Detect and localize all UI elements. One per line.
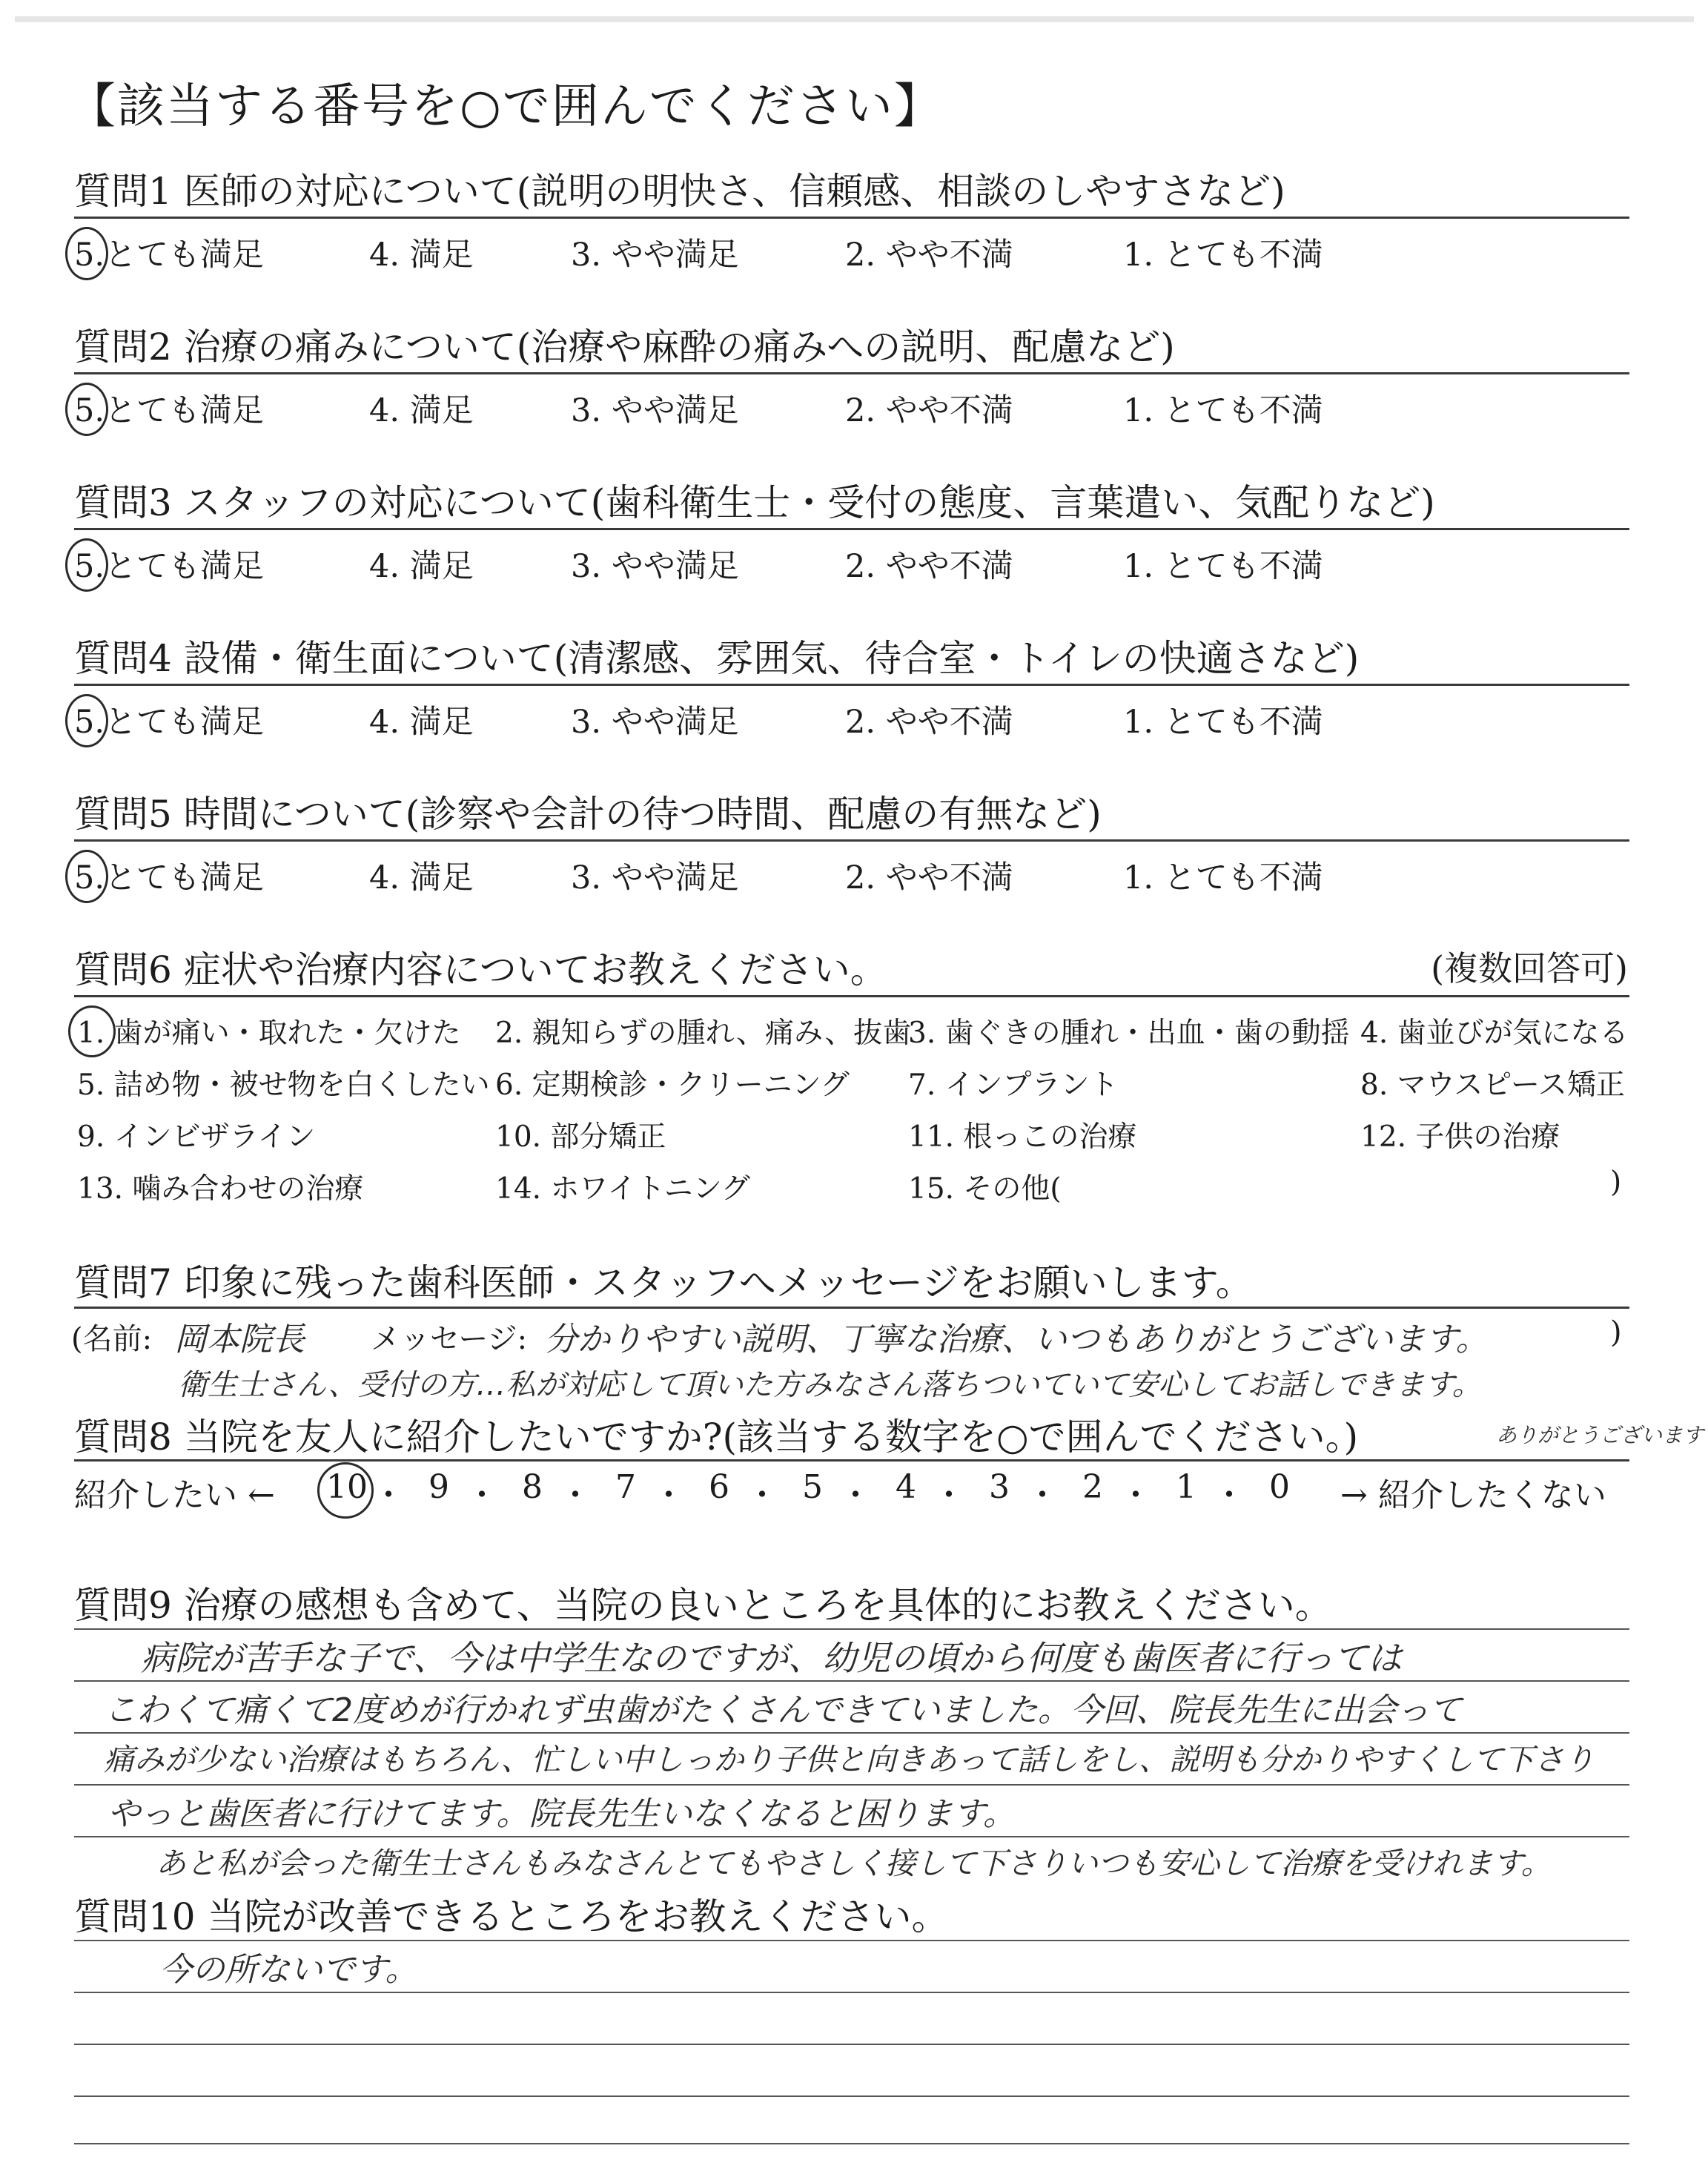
q6-option-7[interactable]: 7. インプラント: [908, 1069, 1119, 1102]
question-5-label: 質問5 時間について(診察や会計の待つ時間、配慮の有無など): [74, 793, 1102, 836]
multiple-answers-note: (複数回答可): [1431, 948, 1628, 988]
q1-option-5[interactable]: 5.とても満足: [74, 237, 265, 274]
q6-other-close-paren: ): [1610, 1166, 1622, 1199]
q8-scale-10[interactable]: 10: [326, 1468, 368, 1506]
q9-line-4: [74, 1784, 1629, 1786]
q8-scale-8[interactable]: 8: [522, 1468, 543, 1506]
q7-name-value[interactable]: 岡本院長: [174, 1321, 305, 1358]
q8-scale-separator: ・: [1026, 1476, 1059, 1514]
q8-scale-1[interactable]: 1: [1176, 1468, 1196, 1506]
q2-option-3[interactable]: 3. やや満足: [571, 392, 739, 429]
q8-scale-4[interactable]: 4: [896, 1468, 916, 1506]
q9-line-5: [74, 1836, 1629, 1837]
question-10-label: 質問10 当院が改善できるところをお教えください。: [74, 1895, 949, 1938]
q8-scale-separator: ・: [746, 1476, 778, 1514]
q8-scale-separator: ・: [1213, 1476, 1245, 1514]
q8-scale-6[interactable]: 6: [709, 1468, 729, 1506]
q9-line-1: [74, 1628, 1629, 1630]
question-7-label: 質問7 印象に残った歯科医師・スタッフへメッセージをお願いします。: [74, 1261, 1253, 1304]
q7-name-label: (名前:: [71, 1322, 153, 1356]
q10-line-3: [74, 2044, 1629, 2045]
q2-option-2[interactable]: 2. やや不満: [845, 392, 1013, 429]
q3-option-5[interactable]: 5.とても満足: [74, 548, 265, 585]
q8-right-label: → 紹介したくない: [1340, 1476, 1606, 1514]
q9-answer-line-3[interactable]: 痛みが少ない治療はもちろん、忙しい中しっかり子供と向きあって話しをし、説明も分かりやすくして下さり: [104, 1742, 1595, 1777]
q5-option-4[interactable]: 4. 満足: [369, 859, 474, 896]
q4-option-4[interactable]: 4. 満足: [369, 704, 474, 741]
q8-scale-separator: ・: [1119, 1476, 1152, 1514]
q6-option-6[interactable]: 6. 定期検診・クリーニング: [495, 1069, 850, 1102]
q7-extra-tail: ありがとうございます: [1496, 1423, 1704, 1447]
q8-scale-7[interactable]: 7: [615, 1468, 636, 1506]
q5-option-5[interactable]: 5.とても満足: [74, 859, 265, 896]
q6-option-1[interactable]: 1. 歯が痛い・取れた・欠けた: [77, 1017, 461, 1050]
question-4-label: 質問4 設備・衛生面について(清潔感、雰囲気、待合室・トイレの快適さなど): [74, 637, 1360, 680]
q1-option-3[interactable]: 3. やや満足: [571, 237, 739, 274]
q6-option-5[interactable]: 5. 詰め物・被せ物を白くしたい: [77, 1069, 490, 1102]
q6-option-10[interactable]: 10. 部分矯正: [495, 1120, 666, 1154]
q9-answer-line-5[interactable]: あと私が会った衛生士さんもみなさんとてもやさしく接して下さりいつも安心して治療を受けれます。: [156, 1846, 1552, 1881]
q10-line-1: [74, 1940, 1629, 1941]
question-6-label: 質問6 症状や治療内容についてお教えください。: [74, 948, 887, 991]
q8-scale-separator: ・: [372, 1476, 405, 1514]
q6-option-4[interactable]: 4. 歯並びが気になる: [1360, 1017, 1629, 1050]
q4-option-2[interactable]: 2. やや不満: [845, 704, 1013, 741]
q8-scale-separator: ・: [839, 1476, 872, 1514]
q8-scale-2[interactable]: 2: [1082, 1468, 1103, 1506]
q1-option-2[interactable]: 2. やや不満: [845, 237, 1013, 274]
q7-message-value[interactable]: 分かりやすい説明、丁寧な治療、いつもありがとうございます。: [545, 1321, 1489, 1358]
q3-option-1[interactable]: 1. とても不満: [1123, 548, 1323, 585]
q8-scale-separator: ・: [466, 1476, 498, 1514]
q8-scale-5[interactable]: 5: [802, 1468, 823, 1506]
question-1-rule: [74, 217, 1629, 219]
q8-scale-separator: ・: [559, 1476, 592, 1514]
q8-scale-separator: ・: [652, 1476, 685, 1514]
q6-option-15[interactable]: 15. その他(: [908, 1172, 1062, 1206]
q6-option-11[interactable]: 11. 根っこの治療: [908, 1120, 1137, 1154]
q9-answer-line-2[interactable]: こわくて痛くて2度めが行かれず虫歯がたくさんできていました。今回、院長先生に出会って: [104, 1691, 1462, 1729]
q6-option-3[interactable]: 3. 歯ぐきの腫れ・出血・歯の動揺: [908, 1017, 1350, 1050]
q9-answer-line-4[interactable]: やっと歯医者に行けてます。院長先生いなくなると困ります。: [107, 1795, 1016, 1833]
q3-option-3[interactable]: 3. やや満足: [571, 548, 739, 585]
question-5-rule: [74, 839, 1629, 842]
q4-option-1[interactable]: 1. とても不満: [1123, 704, 1323, 741]
scan-edge: [15, 16, 1694, 22]
q5-option-1[interactable]: 1. とても不満: [1123, 859, 1323, 896]
question-3-label: 質問3 スタッフの対応について(歯科衛生士・受付の態度、言葉遣い、気配りなど): [74, 481, 1435, 524]
q10-line-4: [74, 2095, 1629, 2097]
q5-option-2[interactable]: 2. やや不満: [845, 859, 1013, 896]
q9-answer-line-1[interactable]: 病院が苦手な子で、今は中学生なのですが、幼児の頃から何度も歯医者に行っては: [141, 1638, 1403, 1678]
q8-scale-separator: ・: [933, 1476, 965, 1514]
question-2-label: 質問2 治療の痛みについて(治療や麻酔の痛みへの説明、配慮など): [74, 326, 1175, 369]
q2-option-1[interactable]: 1. とても不満: [1123, 392, 1323, 429]
q2-option-5[interactable]: 5.とても満足: [74, 392, 265, 429]
question-3-rule: [74, 528, 1629, 530]
question-8-rule: [74, 1459, 1629, 1462]
question-7-rule: [74, 1307, 1629, 1309]
q8-scale-9[interactable]: 9: [428, 1468, 449, 1506]
q6-option-9[interactable]: 9. インビザライン: [77, 1120, 316, 1154]
q3-option-2[interactable]: 2. やや不満: [845, 548, 1013, 585]
q7-close-paren: ): [1610, 1315, 1622, 1350]
q4-option-3[interactable]: 3. やや満足: [571, 704, 739, 741]
q7-extra-message[interactable]: 衛生士さん、受付の方…私が対応して頂いた方みなさん落ちついていて安心してお話しできます。: [178, 1368, 1482, 1402]
question-6-rule: [74, 995, 1629, 997]
q10-line-2: [74, 1992, 1629, 1993]
q10-answer-line-1[interactable]: 今の所ないです。: [159, 1951, 418, 1989]
q9-line-3: [74, 1732, 1629, 1734]
q8-scale-0[interactable]: 0: [1269, 1468, 1290, 1506]
q4-option-5[interactable]: 5.とても満足: [74, 704, 265, 741]
q7-message-label: メッセージ:: [371, 1322, 528, 1356]
q2-option-4[interactable]: 4. 満足: [369, 392, 474, 429]
q6-option-14[interactable]: 14. ホワイトニング: [495, 1172, 750, 1206]
q6-option-13[interactable]: 13. 噛み合わせの治療: [77, 1172, 364, 1206]
question-9-label: 質問9 治療の感想も含めて、当院の良いところを具体的にお教えください。: [74, 1584, 1332, 1627]
q9-line-2: [74, 1680, 1629, 1682]
q6-option-2[interactable]: 2. 親知らずの腫れ、痛み、抜歯: [495, 1017, 912, 1050]
q10-line-5: [74, 2143, 1629, 2144]
question-1-label: 質問1 医師の対応について(説明の明快さ、信頼感、相談のしやすさなど): [74, 170, 1285, 213]
q1-option-4[interactable]: 4. 満足: [369, 237, 474, 274]
q1-option-1[interactable]: 1. とても不満: [1123, 237, 1323, 274]
page-title: 【該当する番号を○で囲んでください】: [68, 79, 943, 134]
q5-option-3[interactable]: 3. やや満足: [571, 859, 739, 896]
q3-option-4[interactable]: 4. 満足: [369, 548, 474, 585]
q6-option-8[interactable]: 8. マウスピース矯正: [1360, 1069, 1625, 1102]
question-4-rule: [74, 684, 1629, 686]
q6-option-12[interactable]: 12. 子供の治療: [1360, 1120, 1560, 1154]
question-8-label: 質問8 当院を友人に紹介したいですか?(該当する数字を○で囲んでください。): [74, 1416, 1359, 1459]
q8-left-label: 紹介したい ←: [74, 1476, 275, 1514]
q8-scale-3[interactable]: 3: [989, 1468, 1010, 1506]
question-2-rule: [74, 372, 1629, 374]
